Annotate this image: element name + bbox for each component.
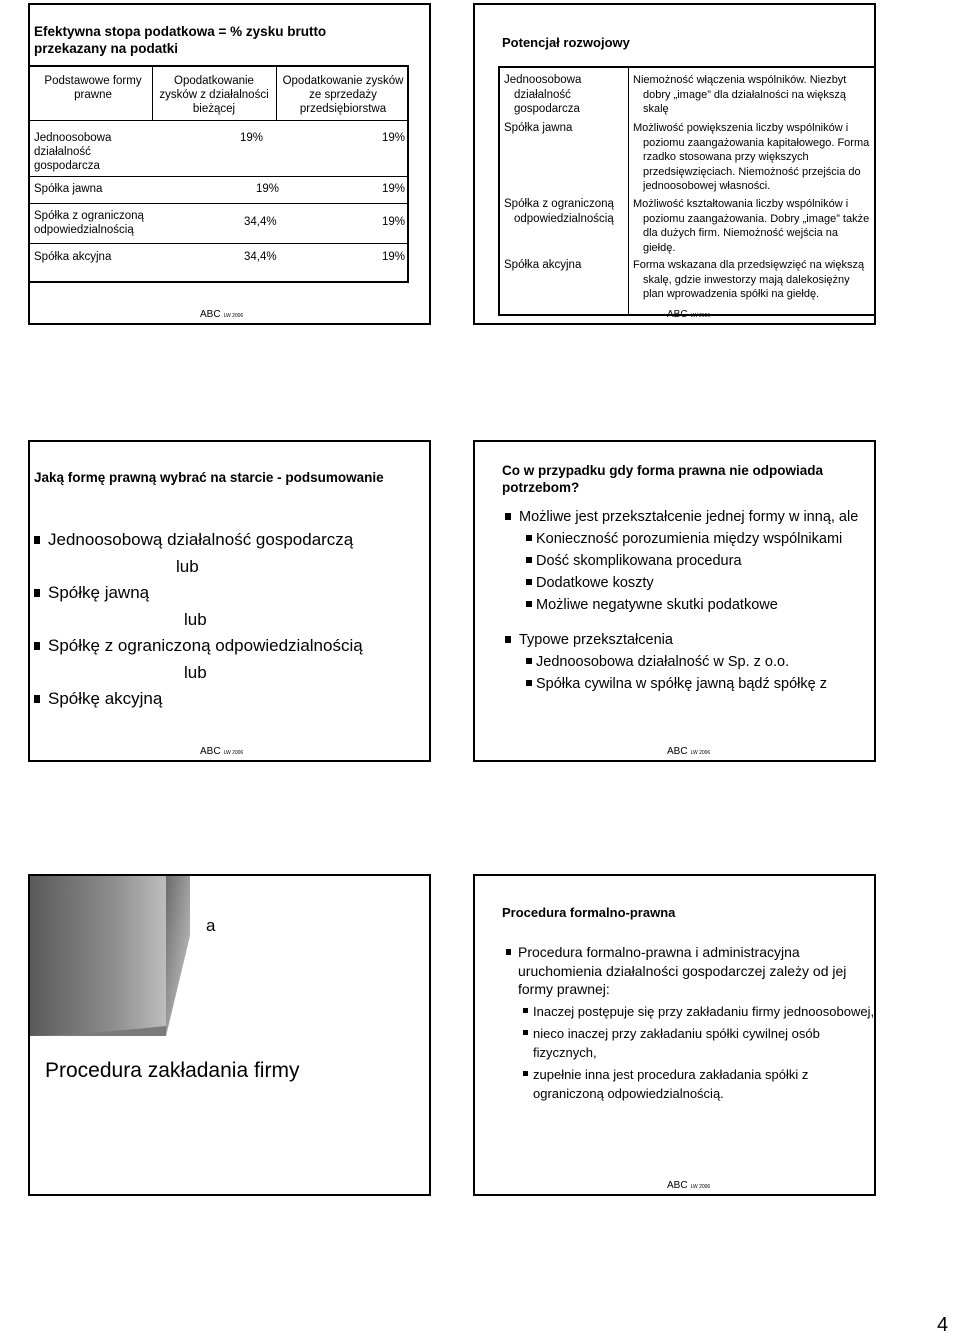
slide-letter: a bbox=[206, 916, 216, 935]
list-item: Spółkę jawną bbox=[34, 580, 363, 607]
sub-list-item: nieco inaczej przy zakładaniu spółki cywilnej osób fizycznych, bbox=[506, 1025, 876, 1062]
slide-body bbox=[504, 506, 874, 695]
table-row-sale: 19% bbox=[382, 216, 406, 228]
list-item: Typowe przekształcenia bbox=[504, 629, 874, 651]
slide-growth-potential bbox=[473, 3, 876, 325]
slide-transformation bbox=[473, 440, 876, 762]
slide-section-title bbox=[28, 874, 431, 1196]
page-number: 4 bbox=[937, 1314, 949, 1336]
table-row-desc: Niemożność włączenia wspólników. Niezbyt dobry „image” dla działalności na większą skalę bbox=[633, 74, 847, 115]
sub-list-item: Spółka cywilna w spółkę jawną bądź spółkę z bbox=[504, 673, 874, 695]
slide-title: Jaką formę prawną wybrać na starcie - podsumowanie bbox=[34, 470, 384, 485]
list-item: Spółkę akcyjną bbox=[34, 686, 363, 713]
list-item: Procedura formalno-prawna i administracyjna uruchomienia działalności gospodarczej zależy od jej formy prawnej: bbox=[506, 943, 876, 999]
table-row-current: 19% bbox=[240, 132, 264, 144]
table-row-form: Spółka jawna bbox=[504, 122, 573, 134]
slide-footer: ABC LW 2006 bbox=[667, 1180, 711, 1191]
slide-title: Efektywna stopa podatkowa = % zysku brutto przekazany na podatki bbox=[34, 24, 327, 56]
table-row-form: Spółka z ograniczoną odpowiedzialnością bbox=[34, 210, 144, 236]
sub-list-item: Jednoosobowa działalność w Sp. z o.o. bbox=[504, 651, 874, 673]
table-row-desc: Możliwość powiększenia liczby wspólników i poziomu zaangażowania kapitałowego. Forma rzadko stosowana przy większych przedsięwzięciach. Niemożność przejścia do jednoosobowej własności. bbox=[633, 122, 870, 192]
sub-list-item: Dodatkowe koszty bbox=[504, 572, 874, 594]
sub-list-item: Możliwe negatywne skutki podatkowe bbox=[504, 594, 874, 616]
table-row-form: Jednoosobowa działalność gospodarcza bbox=[504, 74, 582, 115]
slide-body bbox=[506, 943, 876, 1103]
table-row-form: Spółka akcyjna bbox=[504, 259, 582, 271]
list-item: Jednoosobową działalność gospodarczą bbox=[34, 527, 363, 554]
table-row-form: Jednoosobowa działalność gospodarcza bbox=[34, 132, 112, 172]
table-row-desc: Forma wskazana dla przedsięwzięć na większą skalę, gdzie inwestorzy mają dalekosiężny plan wprowadzenia spółki na giełdę. bbox=[633, 259, 865, 300]
slide-title: Procedura formalno-prawna bbox=[502, 905, 676, 920]
table-row-form: Spółka akcyjna bbox=[34, 251, 112, 263]
sub-list-item: Konieczność porozumienia między wspólnikami bbox=[504, 528, 874, 550]
table-row-current: 34,4% bbox=[244, 216, 277, 228]
list-item: Możliwe jest przekształcenie jednej formy w inną, ale bbox=[504, 506, 874, 528]
sub-list-item: zupełnie inna jest procedura zakładania spółki z ograniczoną odpowiedzialnością. bbox=[506, 1066, 876, 1103]
slide-footer: ABC LW 2006 bbox=[200, 746, 244, 757]
slide-title: Potencjał rozwojowy bbox=[502, 35, 630, 50]
connector-text: lub bbox=[184, 662, 207, 682]
header-sale: Opodatkowanie zysków ze sprzedaży przedsiębiorstwa bbox=[282, 75, 404, 115]
slide-footer: ABC LW 2006 bbox=[200, 309, 244, 320]
slide-formal-procedure bbox=[473, 874, 876, 1196]
tax-table bbox=[28, 65, 409, 283]
slide-title: Co w przypadku gdy forma prawna nie odpowiada potrzebom? bbox=[502, 463, 824, 495]
list-item: Spółkę z ograniczoną odpowiedzialnością bbox=[34, 633, 363, 660]
table-row-current: 19% bbox=[256, 183, 280, 195]
table-row-form: Spółka z ograniczoną odpowiedzialnością bbox=[504, 198, 614, 225]
slide-tax-rate bbox=[28, 3, 431, 325]
decorative-shape bbox=[30, 876, 431, 1196]
sub-list-item: Dość skomplikowana procedura bbox=[504, 550, 874, 572]
slide-summary bbox=[28, 440, 431, 762]
table-row-sale: 19% bbox=[382, 132, 406, 144]
sub-list-item: Inaczej postępuje się przy zakładaniu firmy jednoosobowej, bbox=[506, 1003, 876, 1022]
table-row-desc: Możliwość kształtowania liczby wspólników i poziomu zaangażowania. Dobry „image” także dla dużych firm. Niemożność wejścia na giełdę. bbox=[633, 198, 870, 254]
table-row-form: Spółka jawna bbox=[34, 183, 103, 195]
header-current: Opodatkowanie zysków z działalności bieżącej bbox=[159, 75, 269, 115]
connector-text: lub bbox=[176, 556, 199, 576]
slide-footer: ABC LW 2006 bbox=[667, 746, 711, 757]
table-row-sale: 19% bbox=[382, 183, 406, 195]
slide-footer: ABC LW 2006 bbox=[667, 309, 711, 320]
table-row-current: 34,4% bbox=[244, 251, 277, 263]
legal-form-list bbox=[34, 527, 363, 713]
header-forms: Podstawowe formy prawne bbox=[44, 75, 142, 101]
connector-text: lub bbox=[184, 609, 207, 629]
table-row-sale: 19% bbox=[382, 251, 406, 263]
slide-title: Procedura zakładania firmy bbox=[45, 1059, 300, 1082]
potential-table bbox=[498, 66, 876, 316]
